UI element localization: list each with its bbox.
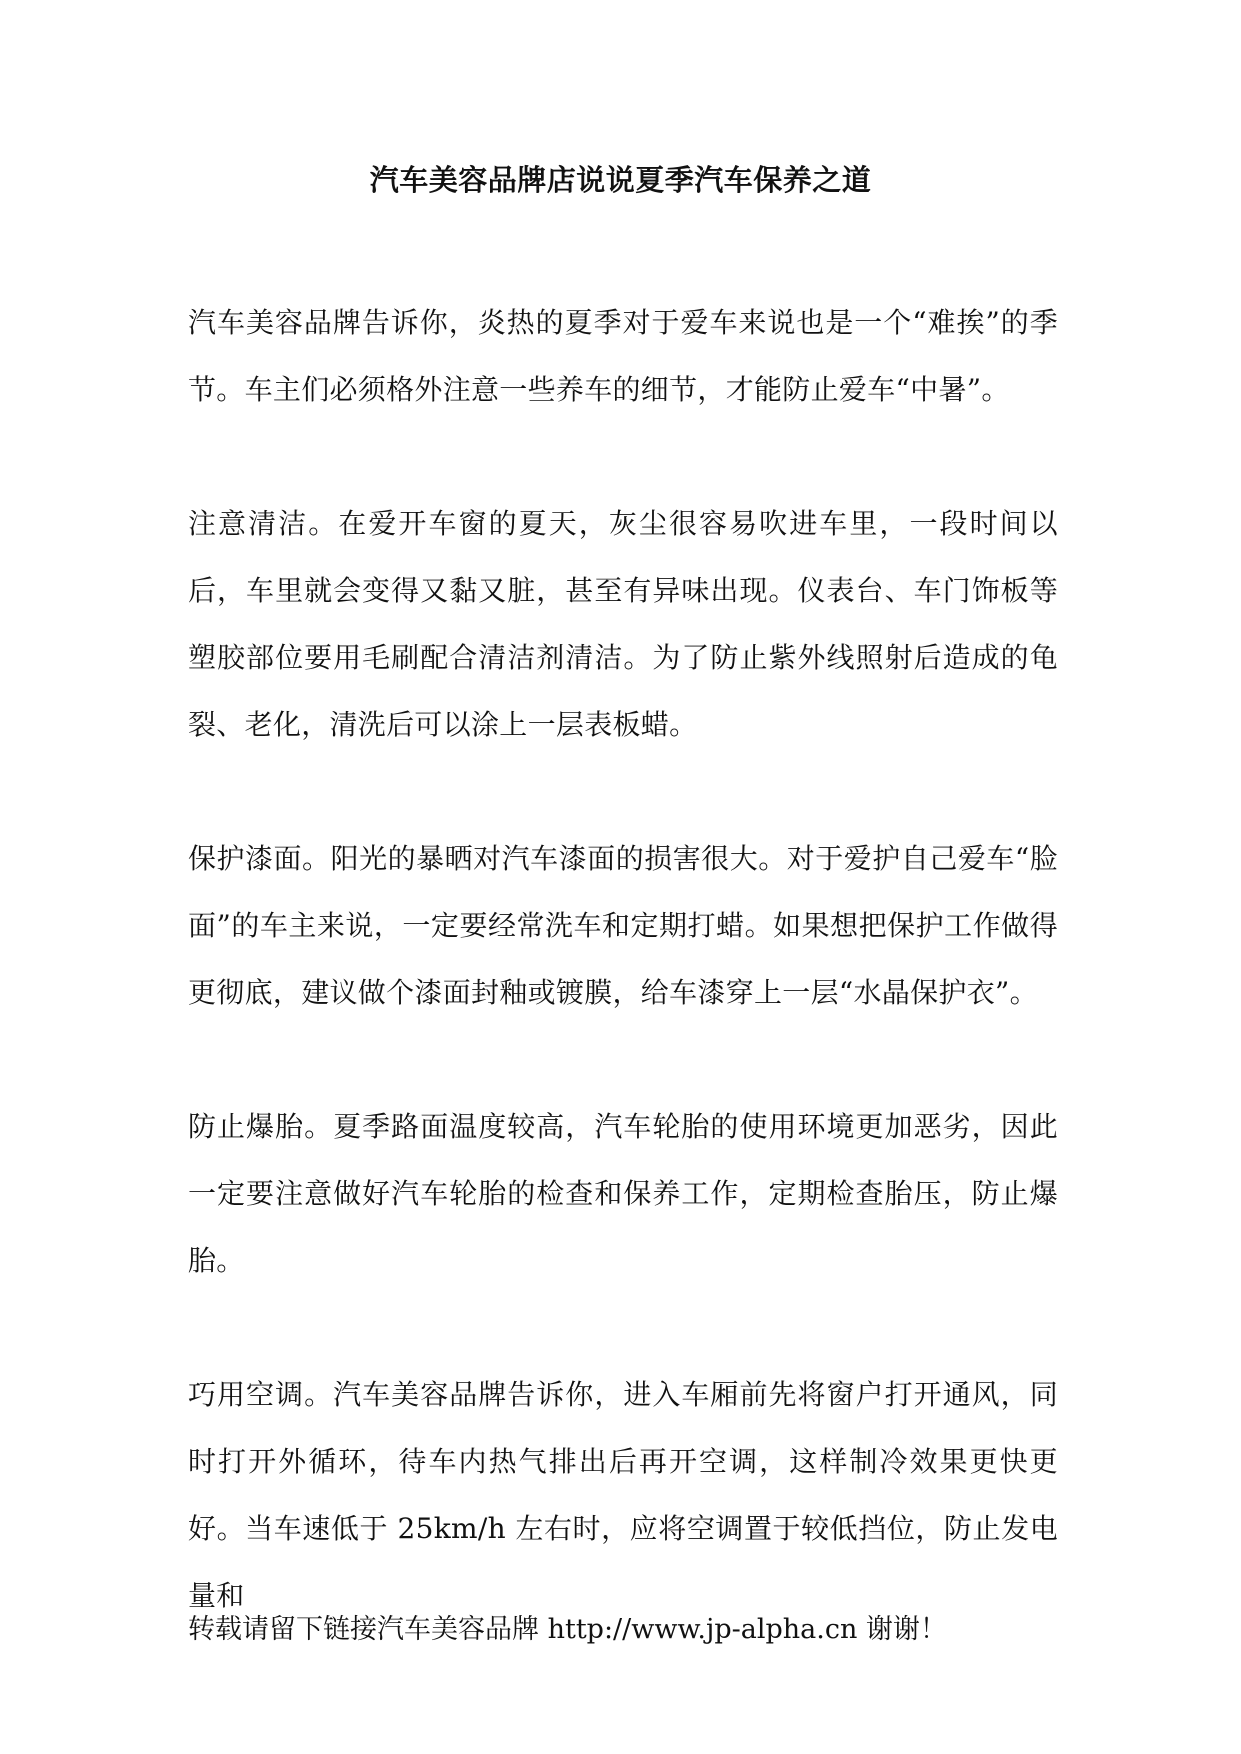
paragraph-air-conditioning: 巧用空调。汽车美容品牌告诉你，进入车厢前先将窗户打开通风，同时打开外循环，待车内热气排出后再开空调，这样制冷效果更快更好。当车速低于 25km/h 左右时，应将空调置于较低挡位，防止发电量和 [188, 1378, 1058, 1612]
document-footer: 转载请留下链接汽车美容品牌 http://www.jp-alpha.cn 谢谢！ [188, 1614, 947, 1645]
paragraph-tire-safety: 防止爆胎。夏季路面温度较高，汽车轮胎的使用环境更加恶劣，因此一定要注意做好汽车轮胎的检查和保养工作，定期检查胎压，防止爆胎。 [188, 1110, 1058, 1277]
paragraph-paint-protection: 保护漆面。阳光的暴晒对汽车漆面的损害很大。对于爱护自己爱车“脸面”的车主来说，一定要经常洗车和定期打蜡。如果想把保护工作做得更彻底，建议做个漆面封釉或镀膜，给车漆穿上一层“水晶保护衣”。 [188, 842, 1058, 1009]
document-title: 汽车美容品牌店说说夏季汽车保养之道 [369, 163, 872, 197]
document-body [188, 289, 1058, 1629]
paragraph-cleaning: 注意清洁。在爱开车窗的夏天，灰尘很容易吹进车里，一段时间以后，车里就会变得又黏又脏，甚至有异味出现。仪表台、车门饰板等塑胶部位要用毛刷配合清洁剂清洁。为了防止紫外线照射后造成的龟裂、老化，清洗后可以涂上一层表板蜡。 [188, 507, 1058, 741]
paragraph-intro: 汽车美容品牌告诉你，炎热的夏季对于爱车来说也是一个“难挨”的季节。车主们必须格外注意一些养车的细节，才能防止爱车“中暑”。 [188, 306, 1058, 406]
